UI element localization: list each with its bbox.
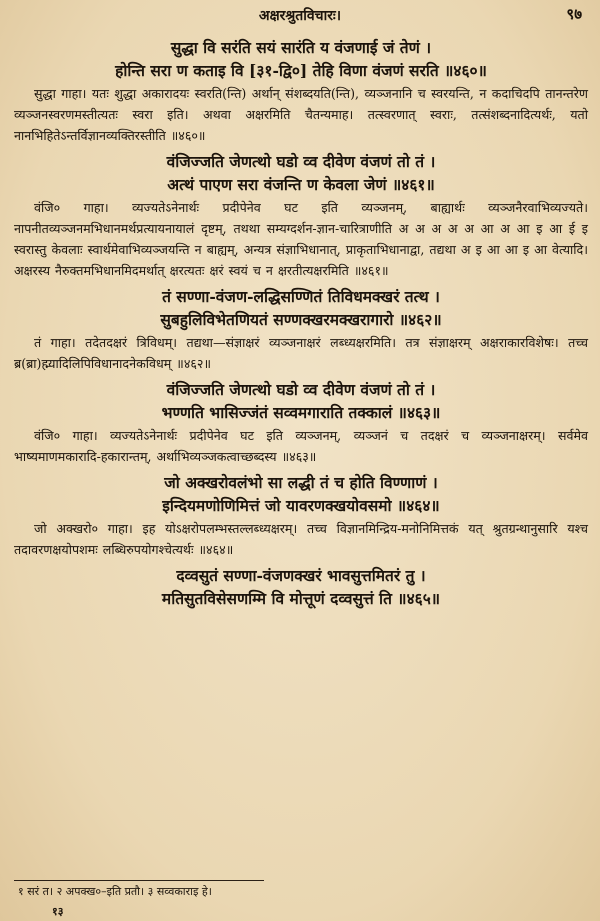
page-number: ९७ xyxy=(566,5,582,23)
commentary-paragraph: तं गाहा। तदेतदक्षरं त्रिविधम्। तद्यथा—संज्ञाक्षरं व्यञ्जनाक्षरं लब्ध्यक्षरमिति। तत्र संज्ञाक्षरम् अक्षराकारविशेषः। तच्च ब्र(ब्रा)ह्म्यादिलिपिविधानादनेकविधम् ॥४६२॥ xyxy=(14,335,588,371)
verse-line: इन्दियमणोणिमित्तं जो यावरणक्खयोवसमो ॥४६४॥ xyxy=(162,496,440,515)
verse-line: भण्णति भासिज्जंतं सव्वमगाराति तक्कालं ॥४६३॥ xyxy=(161,403,441,422)
footnote: १ सरं त। २ अपक्ख०–इति प्रतौ। ३ सव्वकाराइ हे। xyxy=(18,885,212,898)
commentary-paragraph: सुद्धा गाहा। यतः शुद्धा अकारादयः स्वरति(न्ति) अर्थान् संशब्दयति(न्ति), व्यञ्जनानि च स्वरयन्ति, न कदाचिदपि तानन्तरेण व्यञ्जनस्वरणमस्तीत्यतः स्वरा इति। अथवा अक्षरमिति चैतन्यमाह। तत्स्वरणात् स्वराः, तत्संशब्दनादित्यर्थः, यतो नानभिहितेऽन्तर्विज्ञानव्यक्तिरस्तीति ॥४६०॥ xyxy=(14,86,588,143)
signature-mark: १३ xyxy=(52,905,64,918)
verse-line: मतिसुतविसेसणम्मि वि मोत्तूणं दव्वसुत्तं ति ॥४६५॥ xyxy=(161,589,441,608)
verse-line: वंजिज्जति जेणत्थो घडो व्व दीवेण वंजणं तो तं । xyxy=(166,152,436,171)
verse-line: वंजिज्जति जेणत्थो घडो व्व दीवेण वंजणं तो तं । xyxy=(166,380,436,399)
running-head: अक्षरश्रुतविचारः। xyxy=(258,8,342,24)
verse-line: होन्ति सरा ण कताइ वि [३१-द्वि०] तेहि विणा वंजणं सरति ॥४६०॥ xyxy=(115,61,487,80)
verse-line: सुबहुलिविभेतणियतं सण्णक्खरमक्खरागारो ॥४६२॥ xyxy=(160,310,442,329)
commentary-paragraph: वंजि० गाहा। व्यज्यतेऽनेनार्थः प्रदीपेनेव घट इति व्यञ्जनम्, व्यञ्जनं च तदक्षरं च व्यञ्जनाक्षरम्। सर्वमेव भाष्यमाणमकारादि-हकारान्तम्, अर्थाभिव्यञ्जकत्वाच्छब्दस्य ॥४६३॥ xyxy=(14,428,588,464)
commentary-paragraph: वंजि० गाहा। व्यज्यतेऽनेनार्थः प्रदीपेनेव घट इति व्यञ्जनम्, बाह्यार्थः व्यञ्जनैरवाभिव्यज्यते। नापनीतव्यञ्जनमभिधानमर्थप्रत्यायनायालं दृष्टम्, तथथा सम्यग्दर्शन-ज्ञान-चारित्राणीति अ अ अ अ अ आ अ आ इ आ ई इ स्वरास्तु केवलाः स्वार्थमेवाभिव्यञ्जयन्ति न बाह्यम्, अन्यत्र संज्ञाभिधानात्, प्राकृताभिधानाद्वा, तद्यथा अ इ आ आ इ आ वेत्यादि। अक्षरस्य नैरुक्तमभिधानमिदमर्थात् क्षरत्यतः क्षरं स्वयं च न क्षरतीत्यक्षरमिति ॥४६१॥ xyxy=(14,200,588,278)
verse-line: दव्वसुतं सण्णा-वंजणक्खरं भावसुत्तमितरं तु । xyxy=(176,566,426,585)
body-text xyxy=(14,36,588,610)
footnote-divider xyxy=(14,880,264,881)
verse-line: तं सण्णा-वंजण-लद्धिसण्णितं तिविधमक्खरं तत्थ । xyxy=(162,287,440,306)
verse-line: सुद्धा वि सरंति सयं सारंति य वंजणाई जं तेणं । xyxy=(170,38,432,57)
commentary-paragraph: जो अक्खरो० गाहा। इह योऽक्षरोपलम्भस्तल्लब्ध्यक्षरम्। तच्च विज्ञानमिन्द्रिय-मनोनिमित्तकं यत् श्रुतग्रन्थानुसारि यश्च तदावरणक्षयोपशमः लब्धिरुपयोगश्चेत्यर्थः ॥४६४॥ xyxy=(14,521,588,557)
verse-line: जो अक्खरोवलंभो सा लद्धी तं च होति विण्णाणं । xyxy=(164,473,438,492)
verse-line: अत्थं पाएण सरा वंजन्ति ण केवला जेणं ॥४६१॥ xyxy=(167,175,435,194)
